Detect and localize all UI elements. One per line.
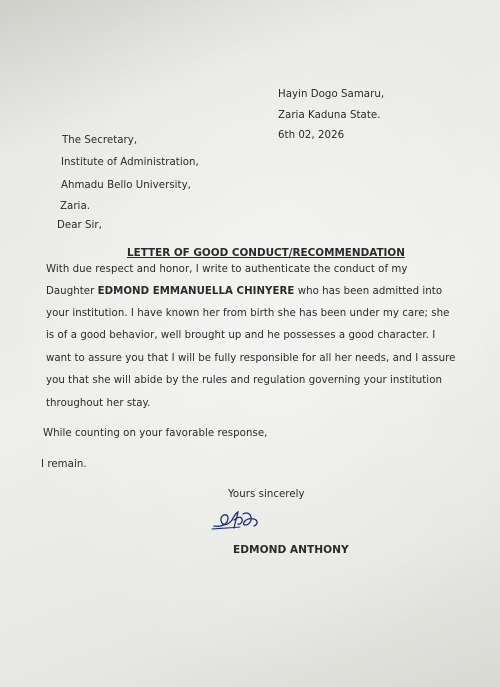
valediction: Yours sincerely [228,489,305,500]
body-line-1: With due respect and honor, I write to authenticate the conduct of my [46,264,408,275]
body-line-7: throughout her stay. [46,398,151,409]
recipient-line-3: Ahmadu Bello University, [61,180,191,191]
sender-address-line-2: Zaria Kaduna State. [278,110,381,121]
sender-address-line-1: Hayin Dogo Samaru, [278,89,385,100]
student-name: EDMOND EMMANUELLA CHINYERE [97,286,295,297]
remain-line: I remain. [41,459,87,470]
signer-name: EDMOND ANTHONY [233,544,349,556]
salutation: Dear Sir, [57,220,102,231]
body-line-6: you that she will abide by the rules and regulation governing your institution [46,375,442,386]
closing-line: While counting on your favorable response, [43,428,268,439]
body-line-2 [46,285,442,298]
body-line-2-prefix: Daughter [46,286,98,297]
recipient-line-1: The Secretary, [62,135,138,146]
handwritten-signature [210,506,268,534]
body-line-4: is of a good behavior, well brought up and he possesses a good character. I [46,330,436,341]
recipient-line-4: Zaria. [60,201,91,212]
letter-heading: LETTER OF GOOD CONDUCT/RECOMMENDATION [127,247,405,259]
body-line-2-suffix: who has been admitted into [294,286,443,297]
letter-date: 6th 02, 2026 [278,130,345,141]
recipient-line-2: Institute of Administration, [61,157,199,168]
body-line-3: your institution. I have known her from birth she has been under my care; she [46,308,450,319]
body-line-5: want to assure you that I will be fully responsible for all her needs, and I assure [46,353,456,364]
